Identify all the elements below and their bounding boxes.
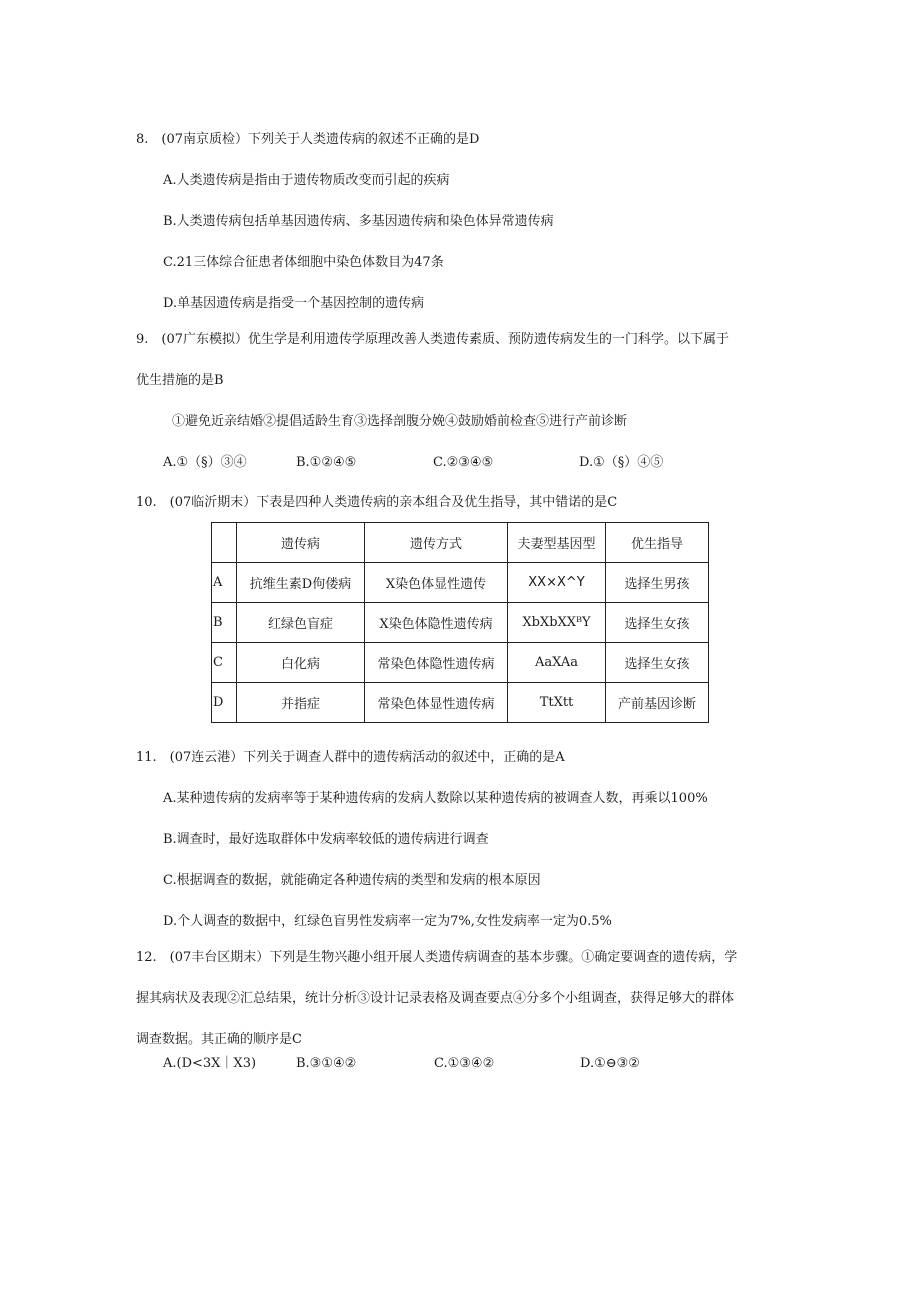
guidance-cell: 选择生男孩 [606, 563, 709, 603]
question-9-items: ①避免近亲结婚②提倡适龄生育③选择剖腹分娩④鼓励婚前检查⑤进行产前诊断 [172, 414, 628, 429]
disease-cell: 白化病 [237, 643, 365, 683]
question-12-stem-line1: 12. (07丰台区期末）下列是生物兴趣小组开展人类遗传病调查的基本步骤。①确定要调查的遗传病，学 [136, 950, 738, 965]
genotype-cell: TtXtt [508, 683, 606, 723]
question-8-option-c: C.21三体综合征患者体细胞中染色体数目为47条 [163, 255, 444, 270]
table-header-cell: 遗传病 [237, 523, 365, 563]
table-header-cell: 夫妻型基因型 [508, 523, 606, 563]
question-12-option-b: B.③①④② [296, 1056, 357, 1071]
question-12-stem-line3: 调查数据。其正确的顺序是C [136, 1032, 302, 1047]
question-11-option-a: A.某种遗传病的发病率等于某种遗传病的发病人数除以某种遗传病的被调查人数，再乘以100% [163, 791, 708, 806]
table-row [212, 683, 709, 723]
guidance-cell: 选择生女孩 [606, 603, 709, 643]
question-9-option-d: D.①（§）④⑤ [579, 455, 664, 470]
question-8-option-b: B.人类遗传病包括单基因遗传病、多基因遗传病和染色体异常遗传病 [163, 214, 554, 229]
question-10-stem: 10. (07临沂期末）下表是四种人类遗传病的亲本组合及优生指导，其中错诺的是C [136, 495, 618, 510]
guidance-cell: 产前基因诊断 [606, 683, 709, 723]
guidance-cell: 选择生女孩 [606, 643, 709, 683]
question-11-stem: 11. (07连云港）下列关于调查人群中的遗传病活动的叙述中，正确的是A [136, 750, 565, 765]
question-12-option-d: D.①⊖③② [580, 1056, 640, 1071]
row-label: A [212, 563, 237, 603]
row-label: B [212, 603, 237, 643]
genotype-cell: AaXAa [508, 643, 606, 683]
question-11-option-c: C.根据调查的数据，就能确定各种遗传病的类型和发病的根本原因 [163, 873, 541, 888]
question-8-option-a: A.人类遗传病是指由于遗传物质改变而引起的疾病 [163, 173, 450, 188]
question-9-option-c: C.②③④⑤ [433, 455, 494, 470]
row-label: D [212, 683, 237, 723]
genotype-cell: XbXbXXᴮY [508, 603, 606, 643]
table-header-cell: 优生指导 [606, 523, 709, 563]
disease-cell: 红绿色盲症 [237, 603, 365, 643]
genetic-disease-table [211, 522, 709, 723]
table-row [212, 643, 709, 683]
genotype-cell: XX×X^Y [508, 563, 606, 603]
inheritance-cell: X染色体显性遗传 [365, 563, 508, 603]
table-header-cell: 遗传方式 [365, 523, 508, 563]
question-8-stem: 8. (07南京质检）下列关于人类遗传病的叙述不正确的是D [136, 132, 480, 147]
question-12-option-c: C.①③④② [434, 1056, 495, 1071]
question-11-option-b: B.调查时，最好选取群体中发病率较低的遗传病进行调查 [163, 832, 489, 847]
question-9-option-a: A.①（§）③④ [163, 455, 247, 470]
question-8-option-d: D.单基因遗传病是指受一个基因控制的遗传病 [163, 296, 425, 311]
table-header-row [212, 523, 709, 563]
row-label: C [212, 643, 237, 683]
table-row [212, 603, 709, 643]
question-9-stem-line2: 优生措施的是B [136, 373, 224, 388]
inheritance-cell: 常染色体隐性遗传病 [365, 643, 508, 683]
question-11-option-d: D.个人调查的数据中，红绿色盲男性发病率一定为7%,女性发病率一定为0.5% [163, 914, 612, 929]
table-header-cell [212, 523, 237, 563]
inheritance-cell: 常染色体显性遗传病 [365, 683, 508, 723]
question-12-stem-line2: 握其病状及表现②汇总结果，统计分析③设计记录表格及调查要点④分多个小组调查，获得足够大的群体 [136, 991, 735, 1006]
disease-cell: 抗维生素D佝偻病 [237, 563, 365, 603]
question-9-option-b: B.①②④⑤ [296, 455, 357, 470]
inheritance-cell: X染色体隐性遗传病 [365, 603, 508, 643]
disease-cell: 并指症 [237, 683, 365, 723]
question-12-option-a: A.(D<3X｜X3) [163, 1056, 257, 1071]
question-9-stem-line1: 9. (07广东模拟）优生学是利用遗传学原理改善人类遗传素质、预防遗传病发生的一门科学。以下属于 [136, 332, 730, 347]
table-row [212, 563, 709, 603]
